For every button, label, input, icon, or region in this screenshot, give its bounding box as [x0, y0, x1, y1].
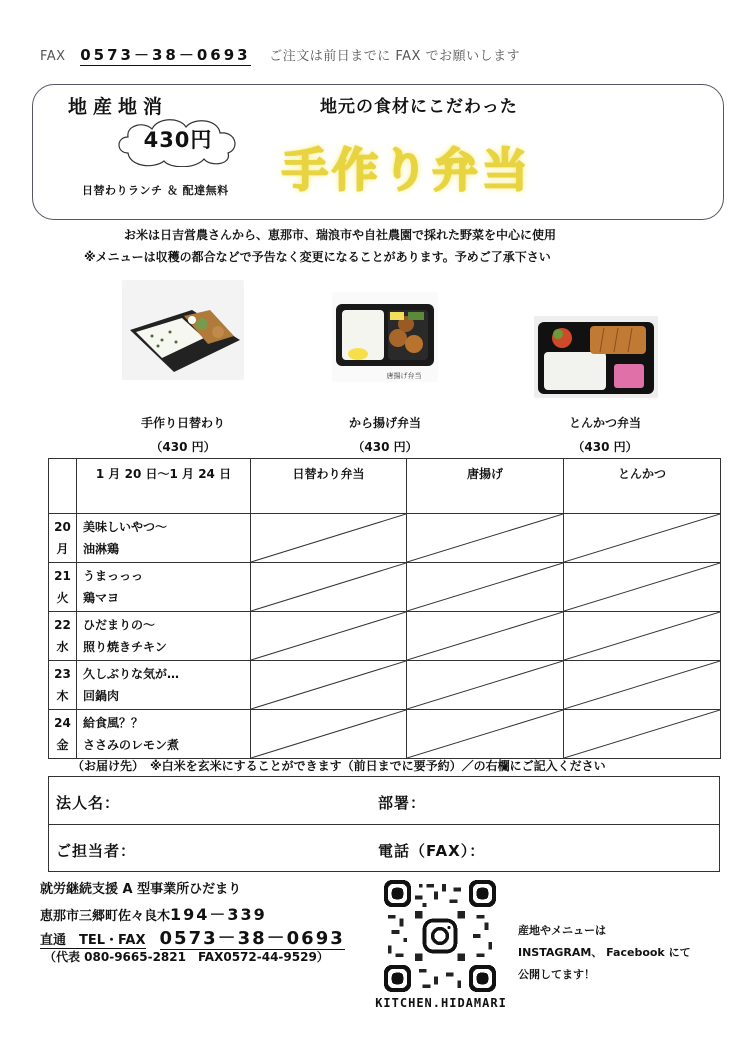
- day-cell: 20 月: [49, 514, 77, 563]
- dish-cell: 久しぶりな気が… 回鍋肉: [77, 661, 251, 710]
- product-price-tonkatsu: （430 円）: [572, 440, 638, 454]
- org-name: 就労継続支援 A 型事業所ひだまり: [40, 882, 242, 897]
- lunch-note: 日替わりランチ ＆ 配達無料: [82, 184, 229, 197]
- fax-line: [40, 44, 520, 65]
- sns-note: 産地やメニューは INSTAGRAM、 Facebook にて 公開してます！: [518, 924, 691, 981]
- product-name-daily: 手作り日替わり: [140, 416, 225, 430]
- header-corner: [49, 459, 77, 514]
- kitchen-name: KITCHEN.HIDAMARI: [375, 996, 507, 1010]
- order-cell-tonkatsu[interactable]: [564, 514, 721, 563]
- table-row: [49, 563, 721, 612]
- table-row: [49, 514, 721, 563]
- fax-note: ご注文は前日までに FAX でお願いします: [269, 49, 521, 64]
- karaage-bento-photo: [332, 292, 438, 382]
- product-price-daily: （430 円）: [150, 440, 216, 454]
- table-row: [49, 612, 721, 661]
- address: 恵那市三郷町佐々良木194－339: [40, 905, 267, 924]
- order-cell-karaage[interactable]: [407, 710, 564, 759]
- dish-cell: うまっっっ 鶏マヨ: [77, 563, 251, 612]
- day-cell: 23 木: [49, 661, 77, 710]
- menu-change-note: ※メニューは収穫の都合などで予告なく変更になることがあります。予めご了承下さい: [84, 250, 551, 264]
- dish-cell: ひだまりの～ 照り焼きチキン: [77, 612, 251, 661]
- order-cell-daily[interactable]: [251, 514, 407, 563]
- order-cell-daily[interactable]: [251, 710, 407, 759]
- order-cell-tonkatsu[interactable]: [564, 661, 721, 710]
- rice-note: お米は日吉営農さんから、恵那市、瑞浪市や自社農園で採れた野菜を中心に使用: [124, 228, 557, 242]
- header-karaage: 唐揚げ: [407, 459, 564, 514]
- delivery-note: （お届け先） ※白米を玄米にすることができます（前日までに要予約）／の右欄にご記入ください: [72, 759, 606, 773]
- tagline: 地元の食材にこだわった: [320, 97, 518, 117]
- karaage-photo-caption: 唐揚げ弁当: [386, 372, 422, 380]
- day-cell: 24 金: [49, 710, 77, 759]
- tonkatsu-bento-photo: [534, 316, 658, 398]
- price-text: 430円: [143, 128, 213, 152]
- chisan-text: 地産地消: [68, 96, 169, 118]
- order-table: [48, 458, 721, 759]
- product-name-tonkatsu: とんかつ弁当: [568, 416, 641, 430]
- dish-cell: 美味しいやつ～ 油淋鶏: [77, 514, 251, 563]
- order-cell-tonkatsu[interactable]: [564, 612, 721, 661]
- company-field-label[interactable]: 法人名：: [56, 794, 121, 812]
- form-divider: [48, 824, 720, 825]
- fax-label: FAX: [40, 49, 66, 64]
- direct-number: 0573－38－0693: [159, 928, 345, 949]
- order-cell-daily[interactable]: [251, 661, 407, 710]
- representative-contact: （代表 080-9665-2821 FAX0572-44-9529）: [44, 950, 329, 964]
- header-tonkatsu: とんかつ: [564, 459, 721, 514]
- order-cell-karaage[interactable]: [407, 612, 564, 661]
- order-cell-daily[interactable]: [251, 563, 407, 612]
- qr-code-icon[interactable]: [384, 880, 496, 992]
- dish-cell: 給食風？？ ささみのレモン煮: [77, 710, 251, 759]
- header-daily: 日替わり弁当: [251, 459, 407, 514]
- table-header-row: [49, 459, 721, 514]
- order-cell-tonkatsu[interactable]: [564, 710, 721, 759]
- day-cell: 22 水: [49, 612, 77, 661]
- product-price-karaage: （430 円）: [352, 440, 418, 454]
- order-cell-karaage[interactable]: [407, 514, 564, 563]
- order-cell-daily[interactable]: [251, 612, 407, 661]
- day-cell: 21 火: [49, 563, 77, 612]
- header-date-range: 1 月 20 日～1 月 24 日: [77, 459, 251, 514]
- table-row: [49, 710, 721, 759]
- department-field-label[interactable]: 部署：: [378, 794, 427, 812]
- order-cell-karaage[interactable]: [407, 661, 564, 710]
- table-row: [49, 661, 721, 710]
- phone-field-label[interactable]: 電話（FAX）：: [378, 842, 486, 860]
- order-cell-tonkatsu[interactable]: [564, 563, 721, 612]
- product-name-karaage: から揚げ弁当: [348, 416, 421, 430]
- order-cell-karaage[interactable]: [407, 563, 564, 612]
- headline: 手作り弁当: [282, 143, 532, 197]
- daily-bento-photo: [122, 280, 244, 380]
- direct-contact: 直通 TEL・FAX 0573－38－0693: [40, 928, 345, 949]
- fax-number: 0573－38－0693: [80, 46, 251, 64]
- contact-field-label[interactable]: ご担当者：: [56, 842, 137, 860]
